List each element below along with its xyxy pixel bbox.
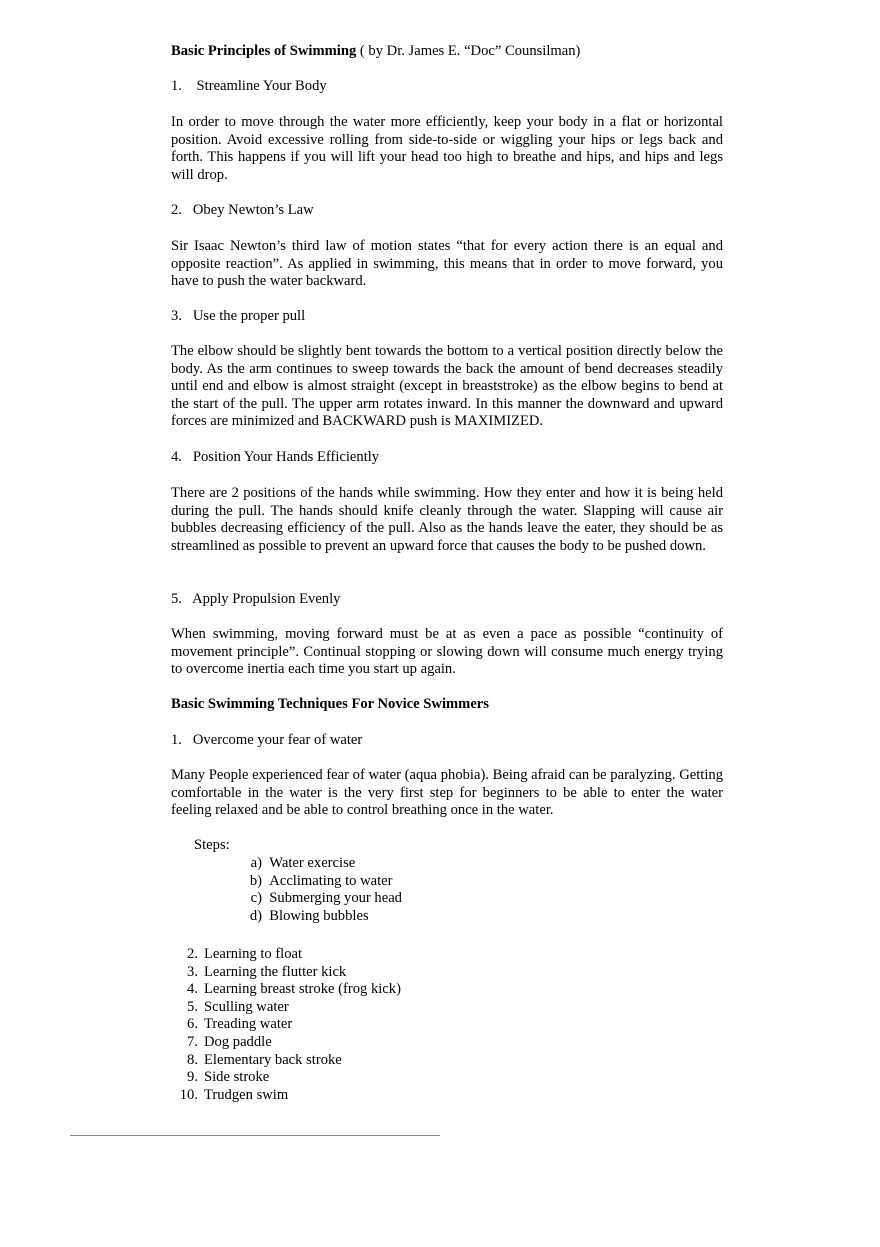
list-text: Learning breast stroke (frog kick)	[204, 981, 401, 998]
list-text: Learning the flutter kick	[204, 963, 347, 980]
section-2-title: Basic Swimming Techniques For Novice Swimmers	[171, 696, 489, 712]
footnote-divider	[70, 1135, 440, 1136]
list-item	[178, 964, 401, 982]
list-marker: d)	[249, 907, 262, 924]
list-item	[178, 1069, 401, 1087]
list-text: Treading water	[204, 1016, 293, 1033]
principle-1-heading: 1. Streamline Your Body	[171, 78, 327, 94]
list-marker: 8.	[187, 1051, 198, 1068]
principle-5-body: When swimming, moving forward must be at as even a pace as possible “continuity of movement principle”. Continual stopping or slowing down will consume much energy trying to overcome inertia each time you start up again.	[171, 626, 723, 678]
principle-3-heading: 3. Use the proper pull	[171, 308, 306, 324]
list-item	[178, 1087, 401, 1105]
list-text: Submerging your head	[269, 890, 402, 907]
principle-5-heading: 5. Apply Propulsion Evenly	[171, 591, 341, 607]
techniques-list	[178, 946, 401, 1104]
list-marker: c)	[250, 890, 262, 907]
list-item	[240, 908, 402, 926]
list-text: Acclimating to water	[269, 872, 393, 889]
principle-2-body: Sir Isaac Newton’s third law of motion states “that for every action there is an equal and opposite reaction”. As applied in swimming, this means that in order to move forward, you have to push the water backward.	[171, 238, 723, 290]
title-bold: Basic Principles of Swimming	[171, 43, 357, 59]
list-text: Sculling water	[204, 998, 289, 1015]
list-text: Learning to float	[204, 946, 303, 962]
list-item	[178, 1034, 401, 1052]
principle-2-heading: 2. Obey Newton’s Law	[171, 202, 314, 218]
list-item	[178, 981, 401, 999]
document-title	[171, 43, 723, 61]
principle-1-body: In order to move through the water more efficiently, keep your body in a flat or horizontal position. Avoid excessive rolling from side-to-side or wiggling your hips or legs back and forth. This happens if you will lift your head too high to breathe and hips, and hips and legs will drop.	[171, 114, 723, 183]
principle-4-body: There are 2 positions of the hands while swimming. How they enter and how it is being held during the pull. The hands should knife cleanly through the water. Slapping will cause air bubbles decreasing efficiency of the pull. Also as the hands leave the eater, they should be as streamlined as possible to prevent an upward force that causes the body to be pushed down.	[171, 485, 723, 554]
list-marker: 4.	[187, 981, 198, 998]
list-marker: 3.	[187, 963, 198, 980]
list-text: Elementary back stroke	[204, 1051, 342, 1068]
list-marker: a)	[250, 855, 262, 871]
list-item	[178, 1052, 401, 1070]
list-item	[178, 999, 401, 1017]
list-text: Blowing bubbles	[269, 907, 369, 924]
list-marker: 10.	[179, 1086, 198, 1103]
list-marker: b)	[249, 872, 262, 889]
list-marker: 6.	[187, 1016, 198, 1033]
list-text: Trudgen swim	[204, 1086, 289, 1103]
technique-1-heading: 1. Overcome your fear of water	[171, 732, 363, 748]
principle-4-heading: 4. Position Your Hands Efficiently	[171, 449, 380, 465]
title-author: ( by Dr. James E. “Doc” Counsilman)	[356, 43, 581, 59]
list-item	[240, 873, 402, 891]
list-text: Water exercise	[269, 855, 356, 871]
list-item	[178, 1016, 401, 1034]
list-item	[240, 890, 402, 908]
list-text: Side stroke	[204, 1069, 270, 1086]
list-marker: 5.	[187, 998, 198, 1015]
list-text: Dog paddle	[204, 1033, 272, 1050]
list-item	[178, 946, 401, 964]
list-item	[240, 855, 402, 873]
list-marker: 9.	[187, 1069, 198, 1086]
list-marker: 7.	[187, 1033, 198, 1050]
steps-label: Steps:	[194, 837, 230, 853]
principle-3-body: The elbow should be slightly bent towards the bottom to a vertical position directly below the body. As the arm continues to sweep towards the back the amount of bend decreases steadily until end and elbow is almost straight (except in breaststroke) as the elbow begins to bend at the start of the pull. The upper arm rotates inward. In this manner the downward and upward forces are minimized and BACKWARD push is MAXIMIZED.	[171, 343, 723, 430]
steps-list	[240, 855, 402, 925]
list-marker: 2.	[187, 946, 198, 962]
technique-1-body: Many People experienced fear of water (aqua phobia). Being afraid can be paralyzing. Getting comfortable in the water is the very first step for beginners to be able to enter the water feeling relaxed and be able to control breathing once in the water.	[171, 767, 723, 819]
